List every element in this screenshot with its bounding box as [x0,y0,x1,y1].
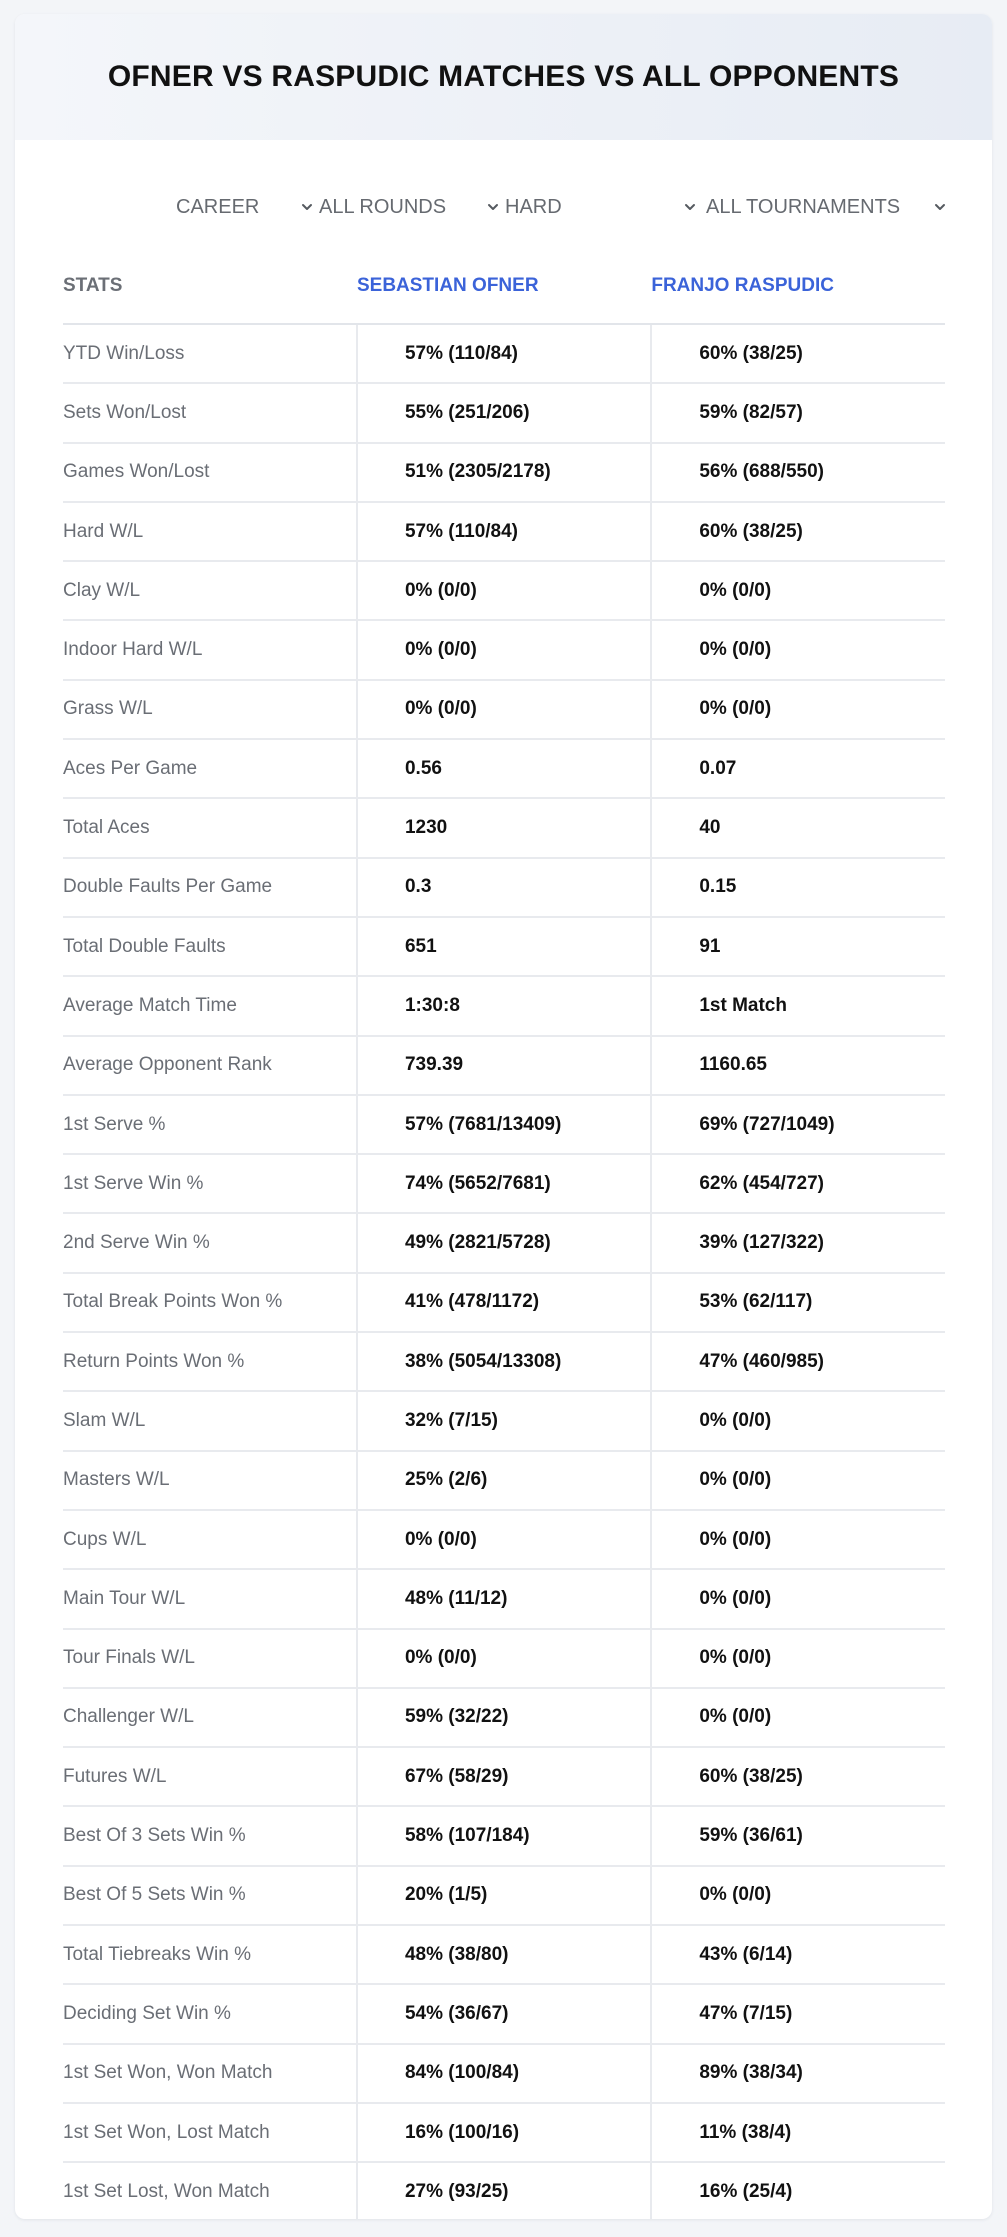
table-row [63,383,945,442]
filter-tournaments-dropdown[interactable] [706,187,946,227]
table-row [63,1688,945,1747]
player2-value: 47% (7/15) [651,1984,945,2043]
player1-value: 38% (5054/13308) [357,1332,651,1391]
player2-value: 0% (0/0) [651,1391,945,1450]
stat-label: Best Of 3 Sets Win % [63,1806,357,1865]
stat-label: Deciding Set Win % [63,1984,357,2043]
player1-column-header[interactable]: SEBASTIAN OFNER [357,248,651,324]
stat-label: Main Tour W/L [63,1569,357,1628]
stat-label: Cups W/L [63,1510,357,1569]
table-row [63,2044,945,2103]
player1-value: 49% (2821/5728) [357,1213,651,1272]
player1-value: 48% (38/80) [357,1925,651,1984]
page-title: OFNER VS RASPUDIC MATCHES VS ALL OPPONENTS [107,60,900,93]
player2-value: 59% (36/61) [651,1806,945,1865]
table-row [63,2162,945,2219]
table-row [63,1925,945,1984]
player2-value: 0% (0/0) [651,680,945,739]
table-row [63,1866,945,1925]
filter-surface-dropdown[interactable] [505,187,696,227]
player1-value: 1230 [357,798,651,857]
player1-value: 0.56 [357,739,651,798]
player2-value: 0% (0/0) [651,561,945,620]
stat-label: Games Won/Lost [63,443,357,502]
stat-label: Masters W/L [63,1451,357,1510]
stat-label: Slam W/L [63,1391,357,1450]
table-row [63,1569,945,1628]
player1-value: 739.39 [357,1036,651,1095]
player2-value: 89% (38/34) [651,2044,945,2103]
stat-label: 1st Set Lost, Won Match [63,2162,357,2219]
player2-value: 47% (460/985) [651,1332,945,1391]
stat-label: Grass W/L [63,680,357,739]
player1-value: 57% (110/84) [357,502,651,561]
player2-value: 0% (0/0) [651,1629,945,1688]
player2-value: 62% (454/727) [651,1154,945,1213]
filter-rounds-dropdown[interactable] [319,187,499,227]
table-row [63,1747,945,1806]
stat-label: Sets Won/Lost [63,383,357,442]
stat-label: Total Aces [63,798,357,857]
player1-value: 20% (1/5) [357,1866,651,1925]
filter-label: HARD [505,195,562,218]
chevron-down-icon [487,201,499,213]
player2-value: 0% (0/0) [651,1510,945,1569]
table-row [63,1984,945,2043]
stat-label: 1st Serve Win % [63,1154,357,1213]
stats-card [15,14,992,2219]
player2-value: 53% (62/117) [651,1273,945,1332]
player2-value: 0% (0/0) [651,1688,945,1747]
player2-value: 60% (38/25) [651,1747,945,1806]
table-row [63,1095,945,1154]
player2-value: 11% (38/4) [651,2103,945,2162]
stats-table-body [63,324,945,2219]
stat-label: 1st Set Won, Won Match [63,2044,357,2103]
player1-value: 41% (478/1172) [357,1273,651,1332]
player2-value: 60% (38/25) [651,502,945,561]
stat-label: 1st Serve % [63,1095,357,1154]
player2-value: 69% (727/1049) [651,1095,945,1154]
player2-value: 0.15 [651,858,945,917]
player2-value: 39% (127/322) [651,1213,945,1272]
player2-value: 0% (0/0) [651,1451,945,1510]
stat-label: 2nd Serve Win % [63,1213,357,1272]
filter-label: CAREER [176,195,260,218]
stat-label: Indoor Hard W/L [63,620,357,679]
stat-label: 1st Set Won, Lost Match [63,2103,357,2162]
stats-column-header: STATS [63,248,357,324]
player2-value: 59% (82/57) [651,383,945,442]
player1-value: 84% (100/84) [357,2044,651,2103]
player2-value: 91 [651,917,945,976]
stat-label: Double Faults Per Game [63,858,357,917]
player1-value: 16% (100/16) [357,2103,651,2162]
player1-value: 59% (32/22) [357,1688,651,1747]
player2-value: 1160.65 [651,1036,945,1095]
table-row [63,917,945,976]
player2-value: 0.07 [651,739,945,798]
player2-value: 43% (6/14) [651,1925,945,1984]
stat-label: Total Break Points Won % [63,1273,357,1332]
player1-value: 55% (251/206) [357,383,651,442]
player1-value: 0.3 [357,858,651,917]
player1-value: 32% (7/15) [357,1391,651,1450]
player2-value: 40 [651,798,945,857]
table-row [63,1332,945,1391]
player1-value: 0% (0/0) [357,680,651,739]
table-header-row [63,248,945,324]
table-row [63,443,945,502]
player2-value: 0% (0/0) [651,1569,945,1628]
player1-value: 27% (93/25) [357,2162,651,2219]
stat-label: Best Of 5 Sets Win % [63,1866,357,1925]
player2-value: 56% (688/550) [651,443,945,502]
player1-value: 651 [357,917,651,976]
filter-label: ALL ROUNDS [319,195,447,218]
stat-label: Futures W/L [63,1747,357,1806]
player1-value: 0% (0/0) [357,1629,651,1688]
player1-value: 57% (110/84) [357,324,651,383]
table-row [63,2103,945,2162]
table-row [63,1510,945,1569]
player1-value: 0% (0/0) [357,561,651,620]
player1-value: 0% (0/0) [357,620,651,679]
player1-value: 57% (7681/13409) [357,1095,651,1154]
card-header [15,14,992,140]
chevron-down-icon [684,201,696,213]
stat-label: Tour Finals W/L [63,1629,357,1688]
player1-value: 67% (58/29) [357,1747,651,1806]
player1-value: 1:30:8 [357,976,651,1035]
filter-label: ALL TOURNAMENTS [706,195,901,218]
table-row [63,680,945,739]
table-row [63,858,945,917]
player1-value: 54% (36/67) [357,1984,651,2043]
table-row [63,1154,945,1213]
stat-label: Return Points Won % [63,1332,357,1391]
stat-label: YTD Win/Loss [63,324,357,383]
filter-career-dropdown[interactable] [176,187,313,227]
table-row [63,739,945,798]
table-row [63,1629,945,1688]
player2-value: 0% (0/0) [651,620,945,679]
table-row [63,324,945,383]
stat-label: Challenger W/L [63,1688,357,1747]
stat-label: Clay W/L [63,561,357,620]
table-row [63,1213,945,1272]
player2-value: 16% (25/4) [651,2162,945,2219]
table-row [63,620,945,679]
filter-bar [15,187,992,227]
table-row [63,1273,945,1332]
player1-value: 0% (0/0) [357,1510,651,1569]
table-row [63,561,945,620]
chevron-down-icon [934,201,946,213]
player1-value: 48% (11/12) [357,1569,651,1628]
player1-value: 51% (2305/2178) [357,443,651,502]
table-row [63,1391,945,1450]
player2-column-header[interactable]: FRANJO RASPUDIC [651,248,945,324]
table-row [63,1036,945,1095]
table-row [63,976,945,1035]
player2-value: 1st Match [651,976,945,1035]
stat-label: Average Match Time [63,976,357,1035]
player1-value: 74% (5652/7681) [357,1154,651,1213]
stats-table [63,248,945,2219]
stat-label: Total Tiebreaks Win % [63,1925,357,1984]
table-row [63,502,945,561]
player1-value: 58% (107/184) [357,1806,651,1865]
player1-value: 25% (2/6) [357,1451,651,1510]
stat-label: Total Double Faults [63,917,357,976]
player2-value: 60% (38/25) [651,324,945,383]
player2-value: 0% (0/0) [651,1866,945,1925]
stat-label: Aces Per Game [63,739,357,798]
table-row [63,1451,945,1510]
table-row [63,1806,945,1865]
stat-label: Hard W/L [63,502,357,561]
table-row [63,798,945,857]
chevron-down-icon [301,201,313,213]
stat-label: Average Opponent Rank [63,1036,357,1095]
